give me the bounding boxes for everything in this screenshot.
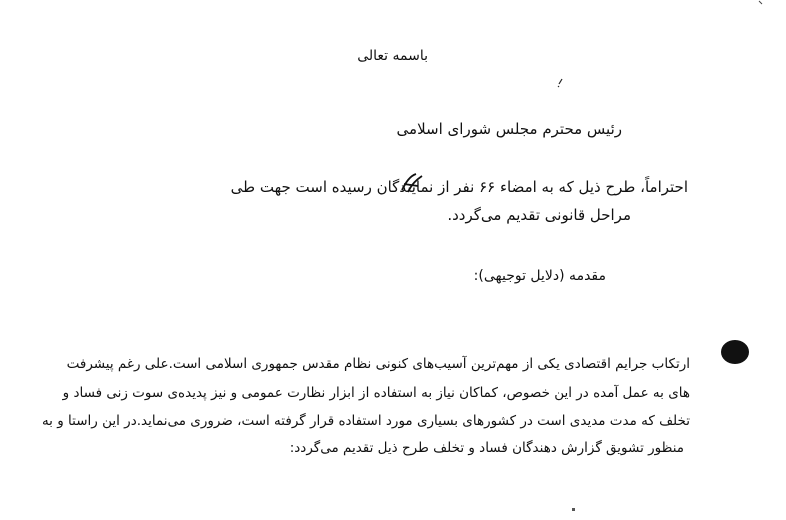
pen-mark-icon (556, 78, 564, 88)
intro-line-1: احتراماً، طرح ذیل که به امضاء ۶۶ نفر از نمایندگان رسیده است جهت طی (230, 178, 688, 196)
handwritten-number-icon (398, 172, 424, 194)
body-line: تخلف که مدت مدیدی است در کشورهای بسیاری مورد استفاده قرار گرفته است، ضروری می‌نماید.در این راستا و به (41, 413, 690, 429)
body-line: های به عمل آمده در این خصوص، کماکان نیاز به استفاده از ابزار نظارت عمومی و نیز پدیده‌ی سوت زنی فساد و (62, 385, 690, 401)
corner-mark-icon (758, 0, 764, 6)
body-line: ارتکاب جرایم اقتصادی یکی از مهم‌ترین آسیب‌های کنونی نظام مقدس جمهوری اسلامی است.علی رغم پیشرفت (66, 356, 690, 372)
scan-speck-icon (572, 508, 575, 511)
section-title: مقدمه (دلایل توجیهی): (473, 268, 606, 284)
addressee-line: رئیس محترم مجلس شورای اسلامی (396, 120, 622, 138)
document-heading: باسمه تعالی (357, 48, 428, 64)
intro-line-2: مراحل قانونی تقدیم می‌گردد. (447, 206, 631, 224)
body-line: منظور تشویق گزارش دهندگان فساد و تخلف طرح ذیل تقدیم می‌گردد: (289, 440, 684, 456)
ink-blot-icon (721, 340, 749, 364)
